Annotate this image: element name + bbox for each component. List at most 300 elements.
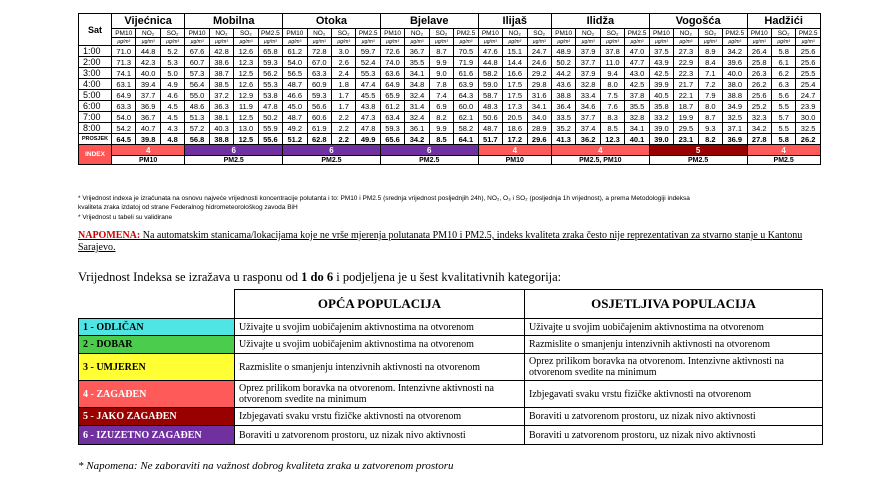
category-name: 3 - UMJEREN (79, 354, 235, 381)
unit-header: µg/m³ (503, 38, 527, 46)
value-cell: 32.5 (723, 112, 747, 123)
napomena-text: Na automatskim stanicama/lokacijama koje ne vrše mjerenja polutanata PM10 i PM2.5, indeks kvaliteta zraka često nije reprezentativan za stvarno stanje u Kantonu Sarajevo. (78, 230, 803, 253)
category-row (79, 319, 823, 336)
value-cell: 8.3 (600, 112, 624, 123)
average-cell: 12.5 (234, 134, 258, 145)
average-row (79, 134, 821, 145)
index-pollutant-cell: PM2.5, PM10 (551, 156, 649, 165)
value-cell: 47.4 (356, 79, 380, 90)
value-cell: 47.0 (625, 46, 649, 57)
value-cell: 43.0 (625, 68, 649, 79)
value-cell: 57.3 (185, 68, 209, 79)
index-pollutant-cell: PM10 (478, 156, 551, 165)
value-cell: 26.2 (747, 79, 771, 90)
value-cell: 50.2 (258, 112, 282, 123)
value-cell: 56.5 (283, 68, 307, 79)
value-cell: 28.9 (527, 123, 551, 134)
index-pollutant-cell: PM2.5 (747, 156, 820, 165)
intro-pre: Vrijednost Indeksa se izražava u rasponu od (78, 270, 302, 284)
value-cell: 60.0 (454, 101, 478, 112)
value-cell: 55.0 (185, 90, 209, 101)
value-cell: 35.5 (625, 101, 649, 112)
value-cell: 36.4 (551, 101, 575, 112)
value-cell: 4.5 (160, 112, 184, 123)
general-advice: Boraviti u zatvorenom prostoru, uz nizak nivo aktivnosti (235, 426, 525, 445)
value-cell: 64.9 (112, 90, 136, 101)
value-cell: 7.9 (698, 90, 722, 101)
value-cell: 26.3 (747, 68, 771, 79)
intro-range: 1 do 6 (301, 270, 334, 284)
value-cell: 5.3 (160, 57, 184, 68)
unit-header: µg/m³ (307, 38, 331, 46)
value-cell: 47.7 (625, 57, 649, 68)
value-cell: 36.1 (405, 123, 429, 134)
value-cell: 2.4 (331, 68, 355, 79)
value-cell: 5.2 (160, 46, 184, 57)
value-cell: 4.5 (160, 101, 184, 112)
value-cell: 48.6 (185, 101, 209, 112)
value-cell: 4.9 (160, 79, 184, 90)
index-value-cell: 4 (747, 145, 820, 156)
station-header: Bjelave (380, 14, 478, 29)
pollutant-header: PM10 (380, 29, 404, 38)
value-cell: 43.9 (649, 57, 673, 68)
unit-header-row (79, 38, 821, 46)
value-cell: 56.6 (307, 101, 331, 112)
average-cell: 62.8 (307, 134, 331, 145)
value-cell: 2.2 (331, 123, 355, 134)
average-cell: 39.0 (649, 134, 673, 145)
value-cell: 39.6 (723, 57, 747, 68)
average-cell: 23.1 (674, 134, 698, 145)
station-header: Vogošća (649, 14, 747, 29)
average-cell: 64.5 (112, 134, 136, 145)
value-cell: 34.8 (405, 79, 429, 90)
value-cell: 22.1 (674, 90, 698, 101)
value-cell: 18.7 (674, 101, 698, 112)
hour-cell: 2:00 (79, 57, 112, 68)
value-cell: 71.9 (454, 57, 478, 68)
value-cell: 11.9 (234, 101, 258, 112)
value-cell: 1.7 (331, 90, 355, 101)
value-cell: 37.5 (649, 46, 673, 57)
value-cell: 1.7 (331, 101, 355, 112)
general-population-header: OPĆA POPULACIJA (235, 290, 525, 319)
index-value-cell: 6 (283, 145, 381, 156)
value-cell: 72.8 (307, 46, 331, 57)
unit-header: µg/m³ (527, 38, 551, 46)
index-row (79, 145, 821, 156)
value-cell: 70.5 (454, 46, 478, 57)
value-cell: 67.0 (307, 57, 331, 68)
table-row (79, 101, 821, 112)
average-cell: 34.2 (405, 134, 429, 145)
value-cell: 56.2 (258, 68, 282, 79)
pollutant-header: NO₂ (503, 29, 527, 38)
category-name: 2 - DOBAR (79, 336, 235, 354)
value-cell: 37.7 (136, 90, 160, 101)
category-header-row (79, 290, 823, 319)
value-cell: 34.2 (723, 46, 747, 57)
value-cell: 48.9 (551, 46, 575, 57)
value-cell: 29.8 (527, 79, 551, 90)
unit-header: µg/m³ (600, 38, 624, 46)
value-cell: 27.3 (674, 46, 698, 57)
value-cell: 2.6 (331, 57, 355, 68)
value-cell: 64.9 (380, 79, 404, 90)
hour-cell: 7:00 (79, 112, 112, 123)
value-cell: 8.0 (600, 79, 624, 90)
value-cell: 7.6 (600, 101, 624, 112)
index-pollutant-cell: PM2.5 (283, 156, 381, 165)
value-cell: 7.2 (698, 79, 722, 90)
value-cell: 59.3 (380, 123, 404, 134)
unit-header: µg/m³ (160, 38, 184, 46)
value-cell: 6.3 (771, 79, 795, 90)
average-cell: 4.8 (160, 134, 184, 145)
value-cell: 32.8 (625, 112, 649, 123)
value-cell: 50.2 (551, 57, 575, 68)
value-cell: 9.4 (600, 68, 624, 79)
index-intro (78, 270, 561, 285)
value-cell: 14.4 (503, 57, 527, 68)
value-cell: 8.4 (698, 57, 722, 68)
unit-header: µg/m³ (283, 38, 307, 46)
pollutant-header: SO₂ (771, 29, 795, 38)
value-cell: 12.3 (234, 57, 258, 68)
table-row (79, 79, 821, 90)
value-cell: 38.5 (209, 79, 233, 90)
unit-header: µg/m³ (796, 38, 820, 46)
unit-header: µg/m³ (405, 38, 429, 46)
pollutant-header: SO₂ (331, 29, 355, 38)
value-cell: 11.0 (600, 57, 624, 68)
value-cell: 5.5 (771, 101, 795, 112)
value-cell: 25.6 (796, 46, 820, 57)
napomena-note (78, 230, 824, 254)
value-cell: 48.7 (478, 123, 502, 134)
bottom-note: * Napomena: Ne zaboraviti na važnost dobrog kvaliteta zraka u zatvorenom prostoru (78, 460, 454, 472)
average-cell: 12.3 (600, 134, 624, 145)
value-cell: 47.3 (356, 112, 380, 123)
value-cell: 58.7 (478, 90, 502, 101)
value-cell: 12.9 (234, 90, 258, 101)
value-cell: 44.8 (478, 57, 502, 68)
value-cell: 57.2 (185, 123, 209, 134)
average-cell: 26.2 (796, 134, 820, 145)
index-value-cell: 5 (649, 145, 747, 156)
value-cell: 39.9 (649, 79, 673, 90)
average-cell: 51.2 (283, 134, 307, 145)
value-cell: 61.9 (307, 123, 331, 134)
air-quality-table (78, 13, 821, 165)
unit-header: µg/m³ (380, 38, 404, 46)
value-cell: 8.7 (429, 46, 453, 57)
value-cell: 49.2 (283, 123, 307, 134)
unit-header: µg/m³ (674, 38, 698, 46)
value-cell: 40.7 (136, 123, 160, 134)
index-value-cell: 4 (551, 145, 649, 156)
index-pollutant-cell: PM2.5 (185, 156, 283, 165)
pollutant-header: SO₂ (698, 29, 722, 38)
value-cell: 37.8 (600, 46, 624, 57)
value-cell: 5.5 (771, 123, 795, 134)
unit-header: µg/m³ (185, 38, 209, 46)
value-cell: 47.8 (258, 101, 282, 112)
value-cell: 58.2 (454, 123, 478, 134)
pollutant-header: PM10 (478, 29, 502, 38)
pollutant-header: PM10 (112, 29, 136, 38)
value-cell: 31.4 (405, 101, 429, 112)
value-cell: 30.0 (796, 112, 820, 123)
value-cell: 55.3 (258, 79, 282, 90)
value-cell: 34.2 (747, 123, 771, 134)
value-cell: 24.7 (527, 46, 551, 57)
value-cell: 48.3 (478, 101, 502, 112)
value-cell: 7.5 (600, 90, 624, 101)
value-cell: 2.2 (331, 112, 355, 123)
pollutant-header: SO₂ (527, 29, 551, 38)
sensitive-population-header: OSJETLJIVA POPULACIJA (525, 290, 823, 319)
value-cell: 6.1 (771, 57, 795, 68)
value-cell: 61.6 (454, 68, 478, 79)
sensitive-advice: Izbjegavati svaku vrstu fizičke aktivnosti na otvorenom (525, 381, 823, 408)
value-cell: 32.5 (796, 123, 820, 134)
value-cell: 37.9 (576, 46, 600, 57)
value-cell: 9.9 (429, 123, 453, 134)
value-cell: 65.9 (380, 90, 404, 101)
value-cell: 74.1 (112, 68, 136, 79)
index-label: INDEX (79, 145, 112, 165)
value-cell: 20.5 (503, 112, 527, 123)
value-cell: 54.0 (112, 112, 136, 123)
value-cell: 18.6 (503, 123, 527, 134)
value-cell: 40.0 (136, 68, 160, 79)
value-cell: 37.9 (576, 68, 600, 79)
hour-cell: 6:00 (79, 101, 112, 112)
average-cell: 64.1 (454, 134, 478, 145)
hour-cell: 3:00 (79, 68, 112, 79)
value-cell: 25.8 (747, 57, 771, 68)
average-cell: 40.1 (625, 134, 649, 145)
category-table (78, 289, 823, 445)
value-cell: 47.8 (356, 123, 380, 134)
table-row (79, 90, 821, 101)
value-cell: 67.6 (185, 46, 209, 57)
value-cell: 43.8 (356, 101, 380, 112)
station-header: Vijećnica (112, 14, 185, 29)
pollutant-header: PM2.5 (258, 29, 282, 38)
unit-header: µg/m³ (234, 38, 258, 46)
value-cell: 60.7 (185, 57, 209, 68)
value-cell: 37.7 (576, 57, 600, 68)
index-pollutant-cell: PM2.5 (649, 156, 747, 165)
unit-header: µg/m³ (649, 38, 673, 46)
sensitive-advice: Razmislite o smanjenju intenzivnih aktivnosti na otvorenom (525, 336, 823, 354)
value-cell: 7.8 (429, 79, 453, 90)
value-cell: 44.2 (551, 68, 575, 79)
general-advice: Razmislite o smanjenju intenzivnih aktivnosti na otvorenom (235, 354, 525, 381)
value-cell: 50.6 (478, 112, 502, 123)
value-cell: 26.4 (747, 46, 771, 57)
value-cell: 34.0 (527, 112, 551, 123)
category-name: 5 - JAKO ZAGAĐEN (79, 408, 235, 426)
unit-header: µg/m³ (258, 38, 282, 46)
value-cell: 33.2 (649, 112, 673, 123)
unit-header: µg/m³ (331, 38, 355, 46)
value-cell: 38.8 (551, 90, 575, 101)
sensitive-advice: Boraviti u zatvorenom prostoru, uz nizak nivo aktivnosti (525, 408, 823, 426)
value-cell: 37.2 (209, 90, 233, 101)
value-cell: 6.9 (429, 101, 453, 112)
value-cell: 38.7 (209, 68, 233, 79)
value-cell: 12.5 (234, 68, 258, 79)
station-header: Ilijaš (478, 14, 551, 29)
pollutant-header: NO₂ (405, 29, 429, 38)
index-pollutant-row (79, 156, 821, 165)
value-cell: 45.0 (283, 101, 307, 112)
hour-cell: 5:00 (79, 90, 112, 101)
value-cell: 22.9 (674, 57, 698, 68)
index-value-cell: 6 (380, 145, 478, 156)
pollutant-header: NO₂ (209, 29, 233, 38)
footnote-index-calc: * Vrijednost indexa je izračunata na osnovu najveće vrijednosti koncentracije polutanta i to: PM10 i PM2.5 (srednja vrijednost posljednjih 24h), NO₂, O₃ i SO₂ (posljednja 1h vrijednost), a prema Metodologiji indeksa (78, 195, 690, 202)
value-cell: 63.3 (307, 68, 331, 79)
value-cell: 59.3 (307, 90, 331, 101)
value-cell: 25.5 (796, 68, 820, 79)
value-cell: 35.2 (551, 123, 575, 134)
value-cell: 42.3 (136, 57, 160, 68)
value-cell: 5.6 (771, 90, 795, 101)
unit-header: µg/m³ (747, 38, 771, 46)
category-corner (79, 290, 235, 319)
value-cell: 32.4 (405, 90, 429, 101)
value-cell: 5.7 (771, 112, 795, 123)
value-cell: 8.2 (429, 112, 453, 123)
unit-header: µg/m³ (576, 38, 600, 46)
table-row (79, 68, 821, 79)
category-name: 6 - IZUZETNO ZAGAĐEN (79, 426, 235, 445)
value-cell: 32.8 (576, 79, 600, 90)
category-row (79, 426, 823, 445)
value-cell: 8.0 (698, 101, 722, 112)
value-cell: 24.7 (796, 90, 820, 101)
value-cell: 38.8 (723, 90, 747, 101)
value-cell: 36.3 (209, 101, 233, 112)
value-cell: 32.3 (747, 112, 771, 123)
value-cell: 34.1 (527, 101, 551, 112)
value-cell: 51.3 (185, 112, 209, 123)
average-cell: 56.8 (185, 134, 209, 145)
average-label: PROSJEK (79, 134, 112, 145)
average-cell: 51.7 (478, 134, 502, 145)
value-cell: 21.7 (674, 79, 698, 90)
value-cell: 9.3 (698, 123, 722, 134)
value-cell: 8.9 (698, 46, 722, 57)
value-cell: 36.7 (136, 112, 160, 123)
station-header: Hadžići (747, 14, 820, 29)
value-cell: 12.5 (234, 112, 258, 123)
unit-header: µg/m³ (112, 38, 136, 46)
value-cell: 17.5 (503, 90, 527, 101)
value-cell: 56.4 (185, 79, 209, 90)
value-cell: 7.4 (429, 90, 453, 101)
pollutant-header: PM2.5 (356, 29, 380, 38)
pollutant-header: NO₂ (307, 29, 331, 38)
station-header: Ilidža (551, 14, 649, 29)
value-cell: 19.9 (674, 112, 698, 123)
value-cell: 37.4 (576, 123, 600, 134)
value-cell: 42.5 (649, 68, 673, 79)
category-row (79, 408, 823, 426)
value-cell: 9.9 (429, 57, 453, 68)
average-cell: 27.8 (747, 134, 771, 145)
value-cell: 74.0 (380, 57, 404, 68)
average-cell: 5.8 (771, 134, 795, 145)
category-row (79, 336, 823, 354)
value-cell: 34.6 (576, 101, 600, 112)
pollutant-header: PM10 (551, 29, 575, 38)
value-cell: 29.5 (674, 123, 698, 134)
value-cell: 54.2 (112, 123, 136, 134)
value-cell: 25.6 (747, 90, 771, 101)
value-cell: 8.7 (698, 112, 722, 123)
general-advice: Uživajte u svojim uobičajenim aktivnostima na otvorenom (235, 319, 525, 336)
footnote-methodology: kvaliteta zraka izdatoj od strane Federalnog hidrometeorološkog zavoda BiH (78, 204, 298, 211)
average-cell: 36.9 (723, 134, 747, 145)
pollutant-header-row (79, 29, 821, 38)
value-cell: 62.1 (454, 112, 478, 123)
value-cell: 42.5 (625, 79, 649, 90)
index-pollutant-cell: PM2.5 (380, 156, 478, 165)
value-cell: 53.8 (258, 90, 282, 101)
average-cell: 17.2 (503, 134, 527, 145)
table-row (79, 57, 821, 68)
average-cell: 38.8 (209, 134, 233, 145)
value-cell: 55.9 (258, 123, 282, 134)
value-cell: 63.6 (380, 68, 404, 79)
unit-header: µg/m³ (356, 38, 380, 46)
value-cell: 37.7 (576, 112, 600, 123)
value-cell: 55.3 (356, 68, 380, 79)
value-cell: 59.7 (356, 46, 380, 57)
value-cell: 35.8 (649, 101, 673, 112)
station-header: Mobilna (185, 14, 283, 29)
value-cell: 25.6 (796, 57, 820, 68)
value-cell: 29.2 (527, 68, 551, 79)
value-cell: 40.5 (649, 90, 673, 101)
value-cell: 43.6 (551, 79, 575, 90)
index-value-cell: 6 (185, 145, 283, 156)
unit-header: µg/m³ (698, 38, 722, 46)
pollutant-header: PM10 (283, 29, 307, 38)
pollutant-header: PM10 (747, 29, 771, 38)
value-cell: 32.4 (405, 112, 429, 123)
value-cell: 6.2 (771, 68, 795, 79)
value-cell: 59.0 (478, 79, 502, 90)
value-cell: 17.3 (503, 101, 527, 112)
value-cell: 1.8 (331, 79, 355, 90)
value-cell: 5.0 (160, 68, 184, 79)
pollutant-header: SO₂ (234, 29, 258, 38)
value-cell: 58.2 (478, 68, 502, 79)
sensitive-advice: Oprez prilikom boravka na otvorenom. Intenzivne aktivnosti na otvorenom svedite na minimum (525, 354, 823, 381)
general-advice: Uživajte u svojim uobičajenim aktivnostima na otvorenom (235, 336, 525, 354)
value-cell: 54.0 (283, 57, 307, 68)
category-row (79, 354, 823, 381)
unit-header: µg/m³ (429, 38, 453, 46)
table-row (79, 123, 821, 134)
